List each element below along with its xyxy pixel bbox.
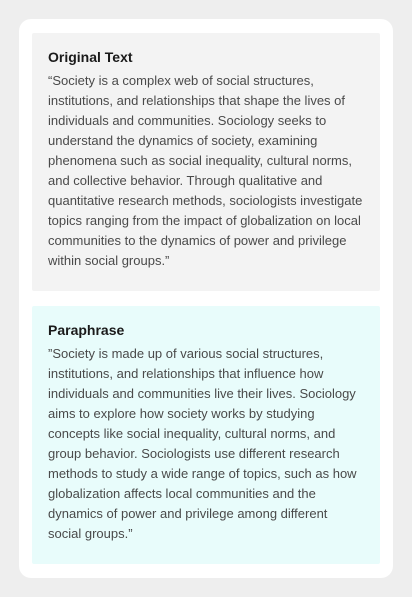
paraphrase-panel — [32, 306, 380, 564]
comparison-card — [19, 19, 393, 578]
original-text-heading: Original Text — [48, 49, 133, 65]
original-text-panel — [32, 33, 380, 291]
paraphrase-heading: Paraphrase — [48, 322, 125, 338]
paraphrase-body[interactable]: ”Society is made up of various social structures, institutions, and relationships that influence how individuals and communities live their lives. Sociology aims to explore how society works by studying concepts like social inequality, cultural norms, and group behavior. Sociologists use different research methods to study a wide range of topics, such as how globalization affects local communities and the dynamics of power and privilege among different social groups.” — [48, 346, 357, 541]
original-text-body[interactable]: “Society is a complex web of social structures, institutions, and relationships that shape the lives of individuals and communities. Sociology seeks to understand the dynamics of society, examining phenomena such as social inequality, cultural norms, and collective behavior. Through qualitative and quantitative research methods, sociologists investigate topics ranging from the impact of globalization on local communities to the dynamics of power and privilege within social groups.” — [48, 73, 363, 268]
